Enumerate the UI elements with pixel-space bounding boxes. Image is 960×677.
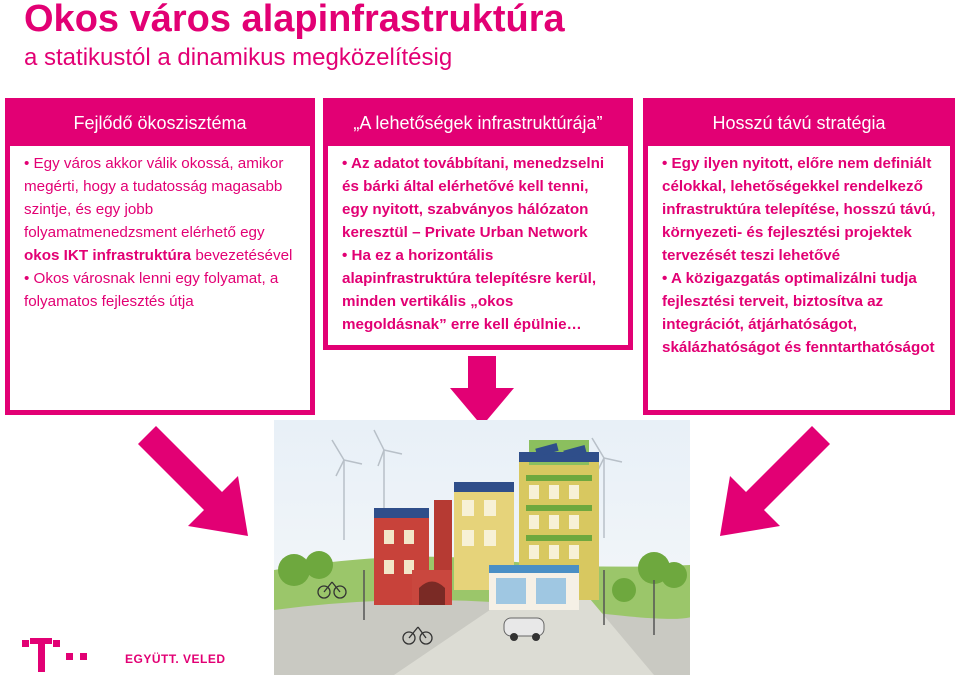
panel-heading: Hosszú távú stratégia [712, 113, 886, 133]
panel-heading: „A lehetőségek infrastruktúrája” [353, 113, 603, 133]
bullet-text: • A közigazgatás optimalizálni tudja fejlesztési terveit, biztosítva az integrációt, átjárhatóságot, skálázhatóságot és fenntarthatóságot [662, 270, 935, 356]
panel-infrastructure [323, 98, 633, 350]
bullet-text [24, 152, 300, 267]
page-title: Okos város alapinfrastruktúra [24, 0, 565, 40]
panel-ecosystem [5, 98, 315, 415]
arrow-down-right-icon [130, 418, 262, 550]
bullet-text: • Az adatot továbbítani, menedzselni és bárki által elérhetővé kell tenni, egy nyitott, szabványos hálózaton keresztül – Private Urban Network [342, 155, 605, 241]
page-subtitle: a statikustól a dinamikus megközelítésig [24, 44, 453, 71]
footer-slogan: EGYÜTT. VELED [125, 652, 226, 666]
bullet-text-part: • Egy város akkor válik okossá, amikor megérti, hogy a tudatosság magasabb szintje, és egy jobb folyamatmenedzsment elérhető egy [24, 155, 284, 241]
arrow-down-left-icon [706, 418, 838, 550]
panel-body [648, 146, 950, 410]
bullet-text-part: bevezetésével [191, 247, 293, 264]
highlight-text: okos IKT infrastruktúra [24, 247, 192, 264]
bullet-text: • Ha ez a horizontális alapinfrastruktúra telepítésre kerül, minden vertikális „okos megoldásnak” erre kell épülnie… [342, 247, 597, 333]
telekom-logo [22, 638, 92, 674]
panel-heading: Fejlődő ökoszisztéma [73, 113, 247, 133]
bullet-text: • Okos városnak lenni egy folyamat, a folyamatos fejlesztés útja [24, 270, 279, 310]
bullet-text: • Egy ilyen nyitott, előre nem definiált célokkal, lehetőségekkel rendelkező infrastruktúra telepítése, hosszú távú, környezeti- és fejlesztési projektek tervezését teszi lehetővé [662, 155, 936, 264]
panel-strategy [643, 98, 955, 415]
smart-city-illustration [274, 420, 690, 675]
arrow-down-icon [450, 356, 514, 428]
panel-body [328, 146, 628, 345]
panel-body [10, 146, 310, 410]
